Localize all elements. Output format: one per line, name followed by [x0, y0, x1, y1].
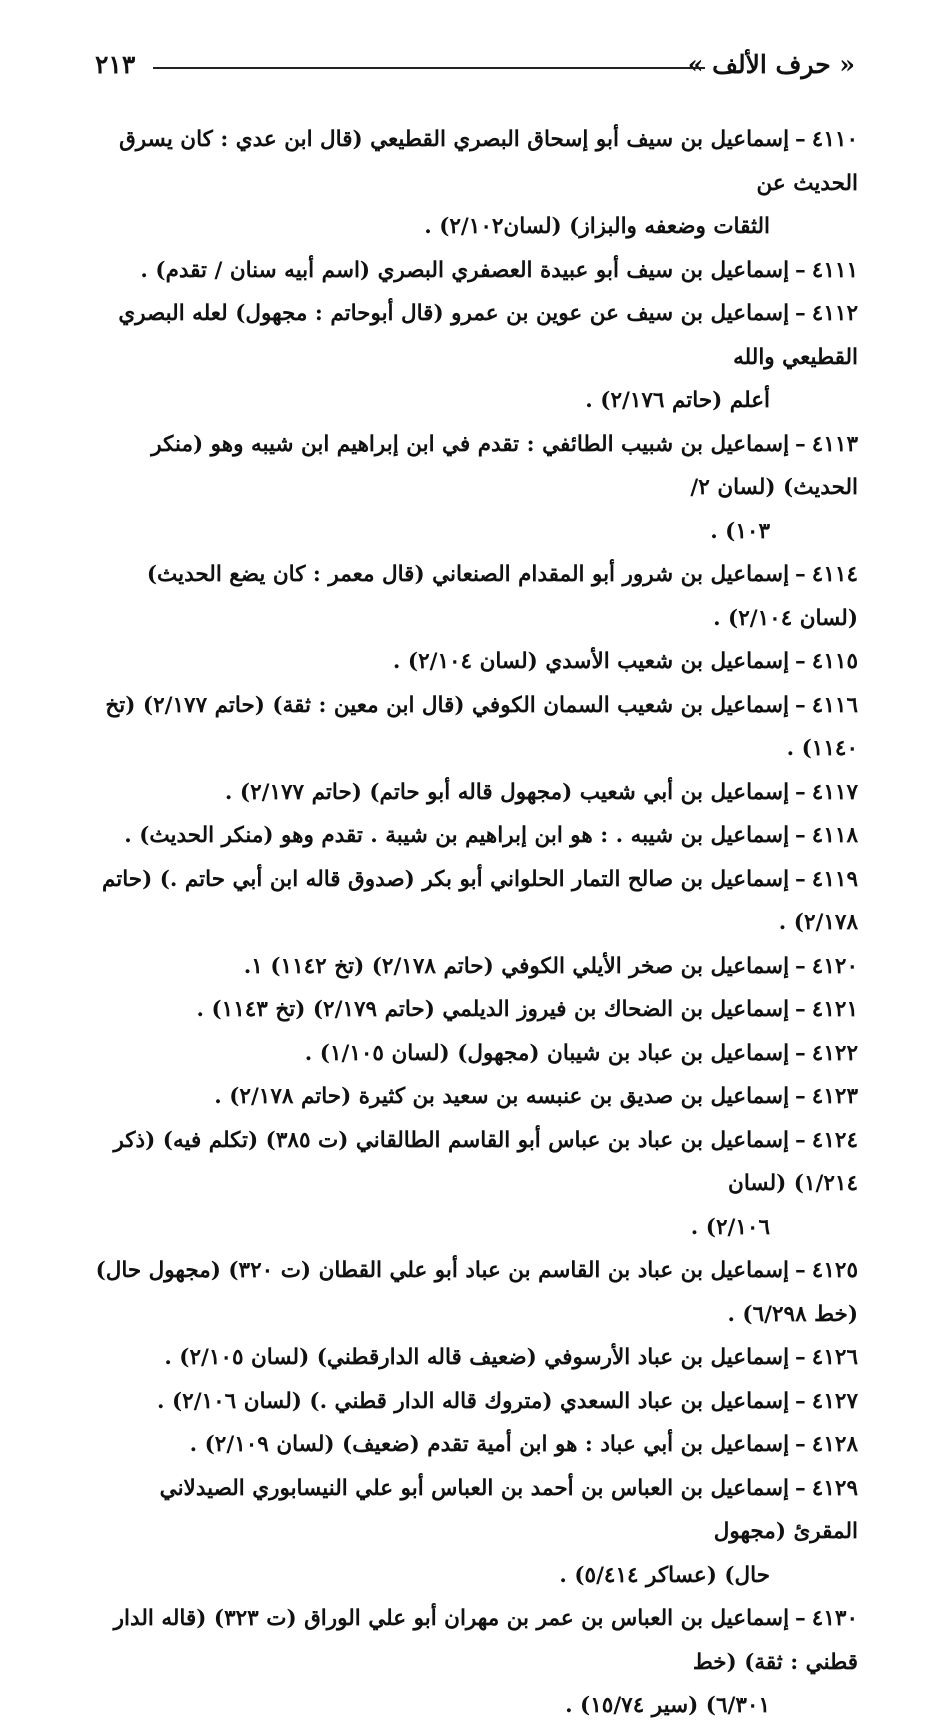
- entry-text: إسماعيل بن سيف عن عوين بن عمرو (قال أبوحاتم : مجهول) لعله البصري القطيعي والله: [118, 301, 858, 370]
- entry-number: ٤١١٨: [811, 823, 858, 848]
- entry-item: ٤١١١–إسماعيل بن سيف أبو عبيدة العصفري البصري (اسم أبيه سنان / تقدم) .: [140, 257, 858, 283]
- entry-text: إسماعيل بن صخر الأيلي الكوفي (حاتم ٢/١٧٨) (تخ ١١٤٢) ١.: [243, 953, 790, 979]
- entry-number: ٤١١٢: [811, 301, 858, 326]
- entry-item: ٤١٢٧–إسماعيل بن عباد السعدي (متروك قاله الدار قطني .) (لسان ٢/١٠٦) .: [157, 1388, 858, 1414]
- page-header: [95, 48, 855, 84]
- entry-number: ٤١٢٣: [811, 1084, 858, 1109]
- entry-text: إسماعيل بن عباد بن شيبان (مجهول) (لسان ١/١٠٥) .: [304, 1040, 790, 1066]
- entry-number: ٤١٢٠: [811, 953, 858, 979]
- entry-number: ٤١٢٤: [811, 1127, 858, 1153]
- entry-number: ٤١٢٥: [811, 1258, 858, 1283]
- entry-text: إسماعيل بن الضحاك بن فيروز الديلمي (حاتم ٢/١٧٩) (تخ ١١٤٣) .: [196, 997, 790, 1022]
- entry-text: إسماعيل بن شعيب السمان الكوفي (قال ابن معين : ثقة) (حاتم ٢/١٧٧) (تخ ١١٤٠) .: [105, 692, 858, 761]
- entry-text: إسماعيل بن العباس بن عمر بن مهران أبو علي الوراق (ت ٣٢٣) (قاله الدار قطني : ثقة) (خط: [113, 1606, 858, 1675]
- entry-number: ٤١١١: [811, 257, 858, 283]
- entry-text: إسماعيل بن شعيب الأسدي (لسان ٢/١٠٤) .: [392, 649, 790, 674]
- entry-number: ٤١١٩: [811, 866, 858, 892]
- entry-number: ٤١٣٠: [811, 1606, 858, 1631]
- header-rule: [153, 67, 705, 69]
- entry-item: ٤١٢٢–إسماعيل بن عباد بن شيبان (مجهول) (لسان ١/١٠٥) .: [304, 1040, 858, 1066]
- entry-continuation: أعلم (حاتم ٢/١٧٦) .: [585, 388, 770, 413]
- entry-item: ٤١٢٩–إسماعيل بن العباس بن أحمد بن العباس أبو علي النيسابوري الصيدلاني المقرئ (مجهول حال) (عساكر ٥/٤١٤) .: [90, 1467, 858, 1598]
- entry-number: ٤١١٧: [811, 779, 858, 805]
- entry-text: إسماعيل بن شرور أبو المقدام الصنعاني (قال معمر : كان يضع الحديث) (لسان ٢/١٠٤) .: [146, 562, 858, 631]
- entry-item: ٤١١٦–إسماعيل بن شعيب السمان الكوفي (قال ابن معين : ثقة) (حاتم ٢/١٧٧) (تخ ١١٤٠) .: [105, 692, 858, 761]
- entry-item: ٤١١٤–إسماعيل بن شرور أبو المقدام الصنعاني (قال معمر : كان يضع الحديث) (لسان ٢/١٠٤) .: [146, 562, 858, 631]
- entry-text: إسماعيل بن عباد الأرسوفي (ضعيف قاله الدارقطني) (لسان ٢/١٠٥) .: [164, 1345, 790, 1370]
- entry-number: ٤١٢٦: [811, 1345, 858, 1370]
- entry-item: ٤١١٠–إسماعيل بن سيف أبو إسحاق البصري القطيعي (قال ابن عدي : كان يسرق الحديث عن الثقات وضعفه والبزاز) (لسان٢/١٠٢) .: [90, 118, 858, 249]
- entry-number: ٤١٢٩: [811, 1475, 858, 1501]
- entry-item: ٤١٢٠–إسماعيل بن صخر الأيلي الكوفي (حاتم ٢/١٧٨) (تخ ١١٤٢) ١.: [243, 953, 858, 979]
- chapter-title: « حرف الألف »: [687, 50, 855, 79]
- entry-text: إسماعيل بن صالح التمار الحلواني أبو بكر (صدوق قاله ابن أبي حاتم .) (حاتم ٢/١٧٨) .: [101, 866, 858, 935]
- entry-number: ٤١١٠: [811, 127, 858, 152]
- entry-item: ٤١١٨–إسماعيل بن شيبه . : هو ابن إبراهيم بن شيبة . تقدم وهو (منكر الحديث) .: [124, 823, 858, 848]
- entry-text: إسماعيل بن العباس بن أحمد بن العباس أبو علي النيسابوري الصيدلاني المقرئ (مجهول: [159, 1475, 858, 1544]
- entry-text: إسماعيل بن سيف أبو عبيدة العصفري البصري (اسم أبيه سنان / تقدم) .: [140, 257, 790, 283]
- entry-number: ٤١٢٧: [811, 1388, 858, 1414]
- entry-item: ٤١٢٥–إسماعيل بن عباد بن القاسم بن عباد أبو علي القطان (ت ٣٢٠) (مجهول حال) (خط ٦/٢٩٨) .: [95, 1258, 858, 1327]
- entry-number: ٤١١٤: [811, 562, 858, 587]
- entry-continuation: ٢/١٠٦) .: [690, 1214, 770, 1240]
- entry-continuation: ١٠٣) .: [710, 518, 770, 544]
- entry-item: ٤١٣٠–إسماعيل بن العباس بن عمر بن مهران أبو علي الوراق (ت ٣٢٣) (قاله الدار قطني : ثقة) (خط ٦/٣٠١) (سير ١٥/٧٤) .: [90, 1597, 858, 1728]
- entry-number: ٤١٢١: [811, 997, 858, 1022]
- entry-continuation: ٦/٣٠١) (سير ١٥/٧٤) .: [565, 1693, 770, 1718]
- entry-text: إسماعيل بن عباد بن عباس أبو القاسم الطالقاني (ت ٣٨٥) (تكلم فيه) (ذكر ١/٢١٤) (لسان: [113, 1127, 858, 1196]
- entry-text: إسماعيل بن عباد السعدي (متروك قاله الدار قطني .) (لسان ٢/١٠٦) .: [157, 1388, 790, 1414]
- entry-text: إسماعيل بن أبي عباد : هو ابن أمية تقدم (ضعيف) (لسان ٢/١٠٩) .: [189, 1432, 790, 1457]
- entry-item: ٤١٢١–إسماعيل بن الضحاك بن فيروز الديلمي (حاتم ٢/١٧٩) (تخ ١١٤٣) .: [196, 997, 858, 1022]
- entry-item: ٤١٢٣–إسماعيل بن صديق بن عنبسه بن سعيد بن كثيرة (حاتم ٢/١٧٨) .: [214, 1084, 858, 1109]
- entry-item: ٤١٢٦–إسماعيل بن عباد الأرسوفي (ضعيف قاله الدارقطني) (لسان ٢/١٠٥) .: [164, 1345, 858, 1370]
- entry-number: ٤١٢٨: [811, 1432, 858, 1457]
- entry-number: ٤١١٦: [811, 692, 858, 718]
- entry-item: ٤١١٩–إسماعيل بن صالح التمار الحلواني أبو بكر (صدوق قاله ابن أبي حاتم .) (حاتم ٢/١٧٨) .: [101, 866, 858, 935]
- entry-list: [90, 118, 858, 1728]
- entry-number: ٤١١٣: [811, 431, 858, 457]
- entry-item: ٤١١٥–إسماعيل بن شعيب الأسدي (لسان ٢/١٠٤) .: [392, 649, 858, 674]
- entry-item: ٤١٢٤–إسماعيل بن عباد بن عباس أبو القاسم الطالقاني (ت ٣٨٥) (تكلم فيه) (ذكر ١/٢١٤) (لسان ٢/١٠٦) .: [90, 1119, 858, 1250]
- entry-item: ٤١١٧–إسماعيل بن أبي شعيب (مجهول قاله أبو حاتم) (حاتم ٢/١٧٧) .: [224, 779, 858, 805]
- entry-number: ٤١١٥: [811, 649, 858, 674]
- entry-continuation: حال) (عساكر ٥/٤١٤) .: [559, 1562, 770, 1588]
- page-number: ٢١٣: [95, 50, 136, 79]
- entry-number: ٤١٢٢: [811, 1040, 858, 1066]
- entry-text: إسماعيل بن صديق بن عنبسه بن سعيد بن كثيرة (حاتم ٢/١٧٨) .: [214, 1084, 790, 1109]
- entry-item: ٤١٢٨–إسماعيل بن أبي عباد : هو ابن أمية تقدم (ضعيف) (لسان ٢/١٠٩) .: [189, 1432, 858, 1457]
- entry-continuation: الثقات وضعفه والبزاز) (لسان٢/١٠٢) .: [424, 214, 770, 239]
- entry-text: إسماعيل بن شبيب الطائفي : تقدم في ابن إبراهيم ابن شيبه وهو (منكر الحديث) (لسان ٢/: [151, 431, 858, 500]
- entry-text: إسماعيل بن أبي شعيب (مجهول قاله أبو حاتم) (حاتم ٢/١٧٧) .: [224, 779, 790, 805]
- entry-item: ٤١١٣–إسماعيل بن شبيب الطائفي : تقدم في ابن إبراهيم ابن شيبه وهو (منكر الحديث) (لسان ٢/ ١٠٣) .: [90, 423, 858, 554]
- entry-item: ٤١١٢–إسماعيل بن سيف عن عوين بن عمرو (قال أبوحاتم : مجهول) لعله البصري القطيعي والله أعلم (حاتم ٢/١٧٦) .: [90, 292, 858, 423]
- entry-text: إسماعيل بن سيف أبو إسحاق البصري القطيعي (قال ابن عدي : كان يسرق الحديث عن: [119, 127, 858, 196]
- entry-text: إسماعيل بن عباد بن القاسم بن عباد أبو علي القطان (ت ٣٢٠) (مجهول حال) (خط ٦/٢٩٨) .: [95, 1258, 858, 1327]
- entry-text: إسماعيل بن شيبه . : هو ابن إبراهيم بن شيبة . تقدم وهو (منكر الحديث) .: [124, 823, 790, 848]
